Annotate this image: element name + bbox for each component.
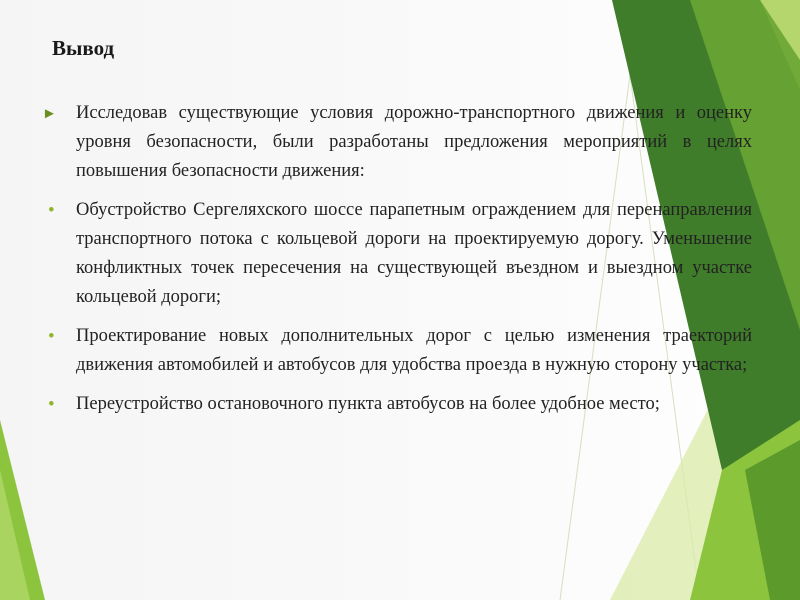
bullet-text: Исследовав существующие условия дорожно-транспортного движения и оценку уровня безопасности, были разработаны предложения мероприятий в целях повышения безопасности движения: xyxy=(76,103,752,181)
bullet-text: Обустройство Сергеляхского шоссе парапетным ограждением для перенаправления транспортного потока с кольцевой дороги на проектируемую дорогу. Уменьшение конфликтных точек пересечения на существующей въездном и выездном участке кольцевой дороги; xyxy=(76,200,752,307)
bullet-text: Проектирование новых дополнительных дорог с целью изменения траекторий движения автомобилей и автобусов для удобства проезда в нужную сторону участка; xyxy=(76,326,752,375)
arrow-bullet-icon: ► xyxy=(42,106,57,122)
dot-bullet-icon: • xyxy=(48,200,55,221)
bullet-item xyxy=(42,390,752,419)
bullet-item xyxy=(42,322,752,380)
slide-title: Вывод xyxy=(52,36,115,60)
bullet-item xyxy=(42,196,752,312)
dot-bullet-icon: • xyxy=(48,394,55,415)
bullet-item xyxy=(42,99,752,186)
bullet-text: Переустройство остановочного пункта автобусов на более удобное место; xyxy=(76,394,660,414)
dot-bullet-icon: • xyxy=(48,326,55,347)
bullet-list xyxy=(42,99,752,429)
